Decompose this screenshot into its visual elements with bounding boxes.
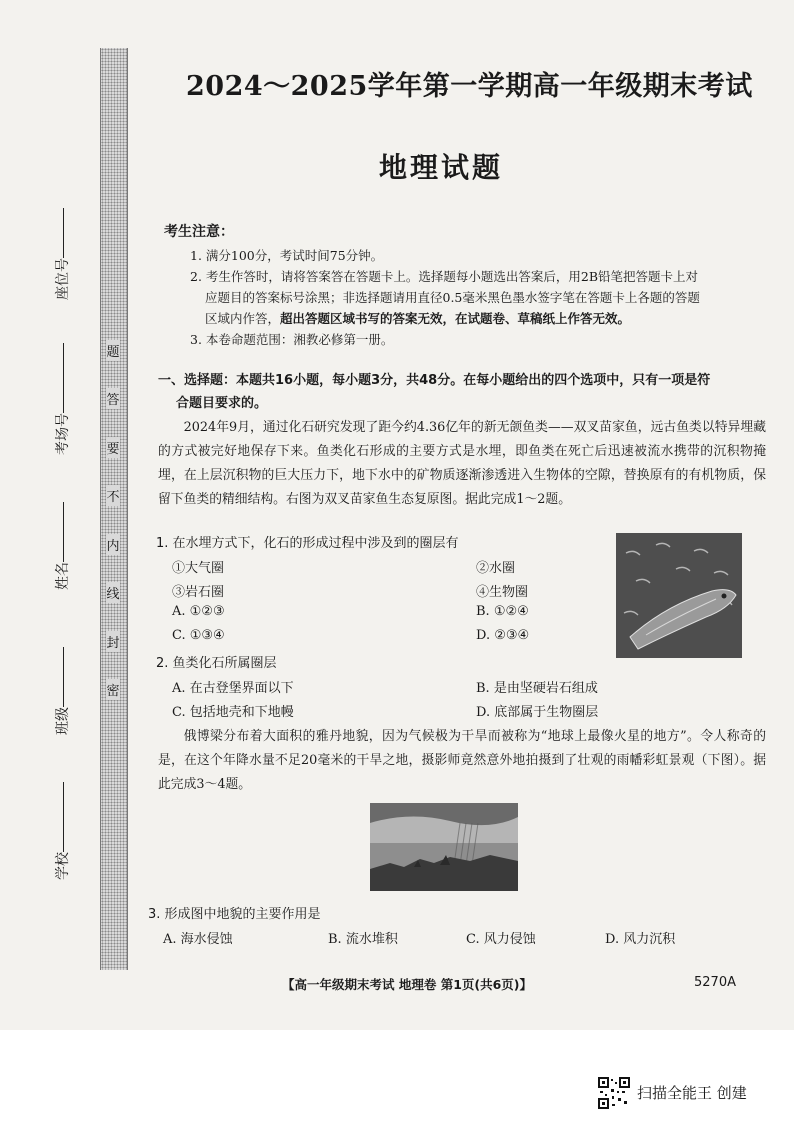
notice-title: 考生注意：: [164, 224, 234, 240]
q1-sphere: ②水圈: [476, 561, 516, 576]
notice-block: [190, 245, 770, 350]
notice-item: 1. 满分100分，考试时间75分钟。: [190, 248, 384, 263]
seal-char: 封: [106, 631, 119, 652]
paper-code: 5270A: [694, 975, 736, 990]
seal-char: 内: [106, 534, 119, 555]
q3-option-a[interactable]: A. 海水侵蚀: [163, 932, 233, 947]
scanner-watermark: 扫描全能王 创建: [637, 1084, 747, 1102]
q1-sphere: ④生物圈: [476, 585, 529, 600]
section-heading: 一、选择题：本题共16小题，每小题3分，共48分。在每小题给出的四个选项中，只有一项是符 合题目要求的。: [158, 373, 711, 411]
exam-title: 2024～2025学年第一学期高一年级期末考试: [186, 71, 753, 102]
fish-reconstruction-image: [616, 533, 742, 658]
notice-item: 3. 本卷命题范围：湘教必修第一册。: [190, 332, 394, 347]
seal-char: 要: [106, 437, 119, 458]
question-3-stem: 3. 形成图中地貌的主要作用是: [148, 907, 321, 922]
name-field[interactable]: 姓名: [52, 500, 72, 590]
q2-option-b[interactable]: B. 是由坚硬岩石组成: [476, 681, 598, 696]
page-footer: 【高一年级期末考试 地理卷 第1页(共6页)】: [282, 977, 533, 992]
passage-yardang: 俄博梁分布着大面积的雅丹地貌，因为气候极为干旱而被称为“地球上最像火星的地方”。令人称奇的是，在这个年降水量不足20毫米的干旱之地，摄影师竟然意外地拍摄到了壮观的雨幡彩虹景观（下图）。据此完成3～4题。: [158, 729, 766, 792]
passage-fish-fossil: 2024年9月，通过化石研究发现了距今约4.36亿年的新无颌鱼类——双叉苗家鱼，远古鱼类以特异埋藏的方式被完好地保存下来。鱼类化石形成的主要方式是水埋，即鱼类在死亡后迅速被流水携带的沉积物掩埋，在上层沉积物的巨大压力下，地下水中的矿物质逐渐渗透进入生物体的空隙，替换原有的有机物质，保留下鱼类的精细结构。右图为双叉苗家鱼生态复原图。据此完成1～2题。: [158, 420, 766, 507]
q1-sphere: ①大气圈: [172, 561, 225, 576]
q3-option-b[interactable]: B. 流水堆积: [328, 932, 398, 947]
seal-line-text: [100, 340, 126, 700]
subject-title: 地理试题: [378, 151, 503, 184]
q1-option-d[interactable]: D. ②③④: [476, 628, 530, 643]
notice-item: 2. 考生作答时，请将答案答在答题卡上。选择题每小题选出答案后，用2B铅笔把答题卡上对: [190, 269, 699, 284]
q1-option-a[interactable]: A. ①②③: [172, 604, 225, 619]
q3-option-c[interactable]: C. 风力侵蚀: [466, 932, 536, 947]
exam-room-field[interactable]: 考场号: [52, 341, 72, 455]
q2-option-c[interactable]: C. 包括地壳和下地幔: [172, 705, 294, 720]
notice-item: 应题目的答案标号涂黑；非选择题请用直径0.5毫米黑色墨水签字笔在答题卡上各题的答题: [205, 290, 700, 305]
notice-item: 区域内作答，超出答题区域书写的答案无效，在试题卷、草稿纸上作答无效。: [205, 311, 631, 326]
q1-option-c[interactable]: C. ①③④: [172, 628, 225, 643]
seal-char: 密: [106, 679, 119, 700]
q2-option-d[interactable]: D. 底部属于生物圈层: [476, 705, 599, 720]
seal-char: 答: [106, 388, 119, 409]
q3-option-d[interactable]: D. 风力沉积: [605, 932, 676, 947]
question-1-stem: 1. 在水埋方式下，化石的形成过程中涉及到的圈层有: [156, 536, 459, 551]
class-field[interactable]: 班级: [52, 645, 72, 735]
notice-bold-warning: 超出答题区域书写的答案无效，在试题卷、草稿纸上作答无效。: [280, 311, 631, 326]
seat-number-field[interactable]: 座位号: [52, 206, 72, 300]
school-field[interactable]: 学校: [52, 780, 72, 880]
q1-option-b[interactable]: B. ①②④: [476, 604, 529, 619]
seal-char: 题: [106, 340, 119, 361]
seal-char: 线: [106, 582, 119, 603]
q2-option-a[interactable]: A. 在古登堡界面以下: [172, 681, 294, 696]
q1-sphere: ③岩石圈: [172, 585, 225, 600]
question-2-stem: 2. 鱼类化石所属圈层: [156, 656, 277, 671]
seal-char: 不: [106, 485, 119, 506]
qr-code-icon: [598, 1077, 630, 1109]
yardang-rainbow-image: [370, 803, 518, 891]
